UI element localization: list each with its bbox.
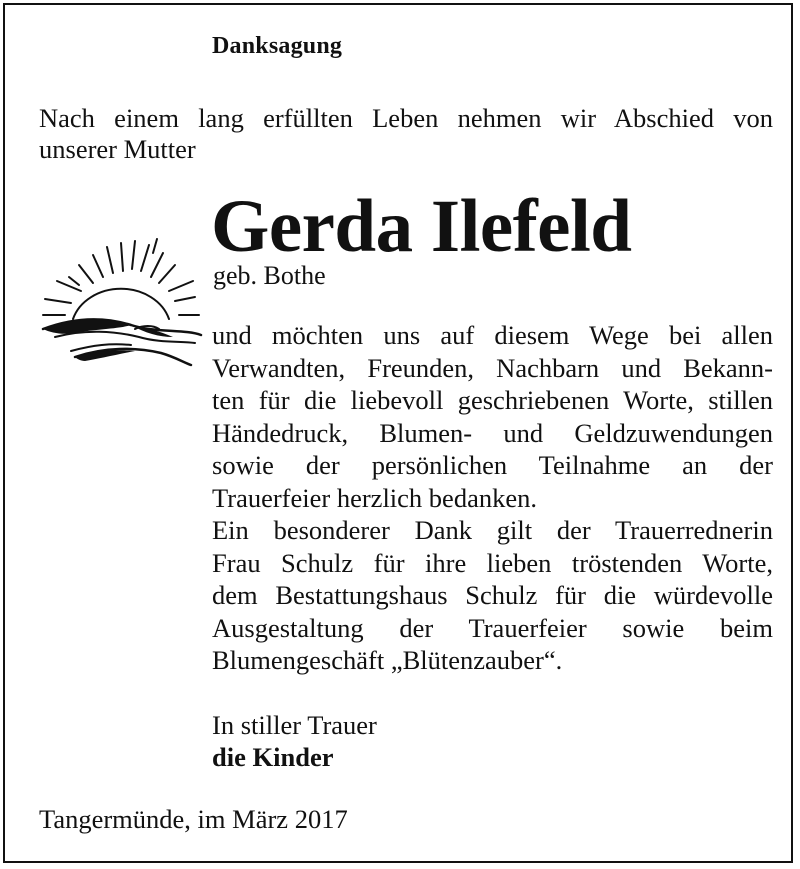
body-line: Frau Schulz für ihre lieben tröstenden Worte,	[212, 547, 773, 578]
thanks-text	[212, 319, 773, 677]
body-line: sowie der persönlichen Teilnahme an der	[212, 450, 773, 480]
sunset-over-hills-icon	[35, 233, 205, 373]
body-line: dem Bestattungshaus Schulz für die würdevolle	[212, 580, 773, 610]
birth-name: geb. Bothe	[213, 261, 326, 290]
intro-line: unserer Mutter	[39, 134, 196, 164]
obituary-notice	[3, 3, 793, 863]
place-date: Tangermünde, im März 2017	[39, 804, 348, 834]
intro-text	[39, 103, 773, 165]
body-line: Blumengeschäft „Blütenzauber“.	[212, 645, 563, 675]
body-line: und möchten uns auf diesem Wege bei allen	[212, 320, 773, 350]
body-line: Verwandten, Freunden, Nachbarn und Bekann-	[212, 352, 773, 383]
body-line: Ein besonderer Dank gilt der Trauerrednerin	[212, 515, 773, 545]
deceased-name: Gerda Ilefeld	[211, 185, 632, 268]
body-line: Trauerfeier herzlich bedanken.	[212, 482, 537, 513]
intro-line: Nach einem lang erfüllten Leben nehmen wir Abschied von	[39, 103, 773, 133]
body-line: Händedruck, Blumen- und Geldzuwendungen	[212, 417, 773, 448]
closing-block	[212, 709, 377, 773]
body-line: Ausgestaltung der Trauerfeier sowie beim	[212, 612, 773, 643]
signature: die Kinder	[212, 742, 334, 772]
body-line: ten für die liebevoll geschriebenen Worte, stillen	[212, 385, 773, 415]
notice-heading: Danksagung	[212, 33, 343, 59]
grief-line: In stiller Trauer	[212, 710, 377, 740]
